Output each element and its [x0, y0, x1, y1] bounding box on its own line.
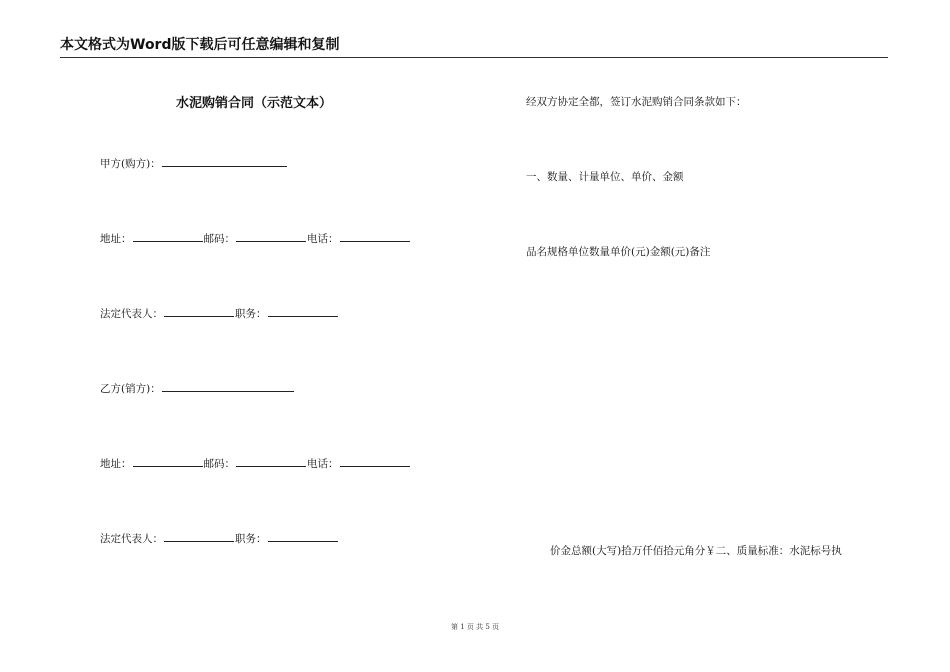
page-indicator: 第 1 页 共 5 页 — [450, 623, 500, 631]
party-b-rep-line — [100, 531, 339, 546]
party-a-postcode-field[interactable] — [236, 231, 306, 242]
party-a-rep-field[interactable] — [164, 306, 234, 317]
party-a-rep-label: 法定代表人： — [100, 308, 163, 320]
party-b-phone-label: 电话： — [307, 458, 339, 470]
party-a-phone-field[interactable] — [340, 231, 410, 242]
party-a-contact-line — [100, 231, 411, 246]
party-b-line — [100, 381, 295, 396]
party-b-label: 乙方(销方)： — [100, 383, 161, 395]
goods-table-header: 品名规格单位数量单价(元)金额(元)备注 — [526, 246, 711, 258]
party-b-name-field[interactable] — [162, 381, 294, 392]
document-title: 水泥购销合同（示范文本） — [176, 96, 333, 111]
document-header-banner: 本文格式为Word版下载后可任意编辑和复制 — [60, 34, 888, 58]
party-a-address-field[interactable] — [133, 231, 203, 242]
party-b-address-label: 地址： — [100, 458, 132, 470]
party-a-address-label: 地址： — [100, 233, 132, 245]
party-a-position-field[interactable] — [268, 306, 338, 317]
party-b-contact-line — [100, 456, 411, 471]
party-b-position-field[interactable] — [268, 531, 338, 542]
party-b-rep-field[interactable] — [164, 531, 234, 542]
section-quantity-heading: 一、数量、计量单位、单价、金额 — [526, 171, 684, 183]
party-b-address-field[interactable] — [133, 456, 203, 467]
party-b-postcode-field[interactable] — [236, 456, 306, 467]
party-a-name-field[interactable] — [162, 156, 287, 167]
party-a-phone-label: 电话： — [307, 233, 339, 245]
contract-intro: 经双方协定全都，签订水泥购销合同条款如下： — [526, 96, 747, 108]
party-a-position-label: 职务： — [235, 308, 267, 320]
party-a-rep-line — [100, 306, 339, 321]
party-a-line — [100, 156, 288, 171]
total-amount-line: 价金总额(大写)拾万仟佰拾元角分￥二、质量标准：水泥标号执 — [550, 545, 842, 557]
party-b-position-label: 职务： — [235, 533, 267, 545]
party-a-postcode-label: 邮码： — [203, 233, 235, 245]
party-b-postcode-label: 邮码： — [203, 458, 235, 470]
party-b-rep-label: 法定代表人： — [100, 533, 163, 545]
party-a-label: 甲方(购方)： — [100, 158, 161, 170]
party-b-phone-field[interactable] — [340, 456, 410, 467]
